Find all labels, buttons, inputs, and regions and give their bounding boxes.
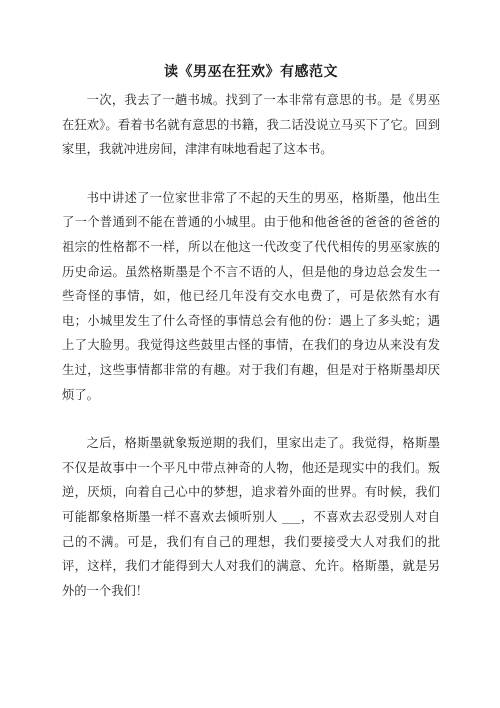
document-title: 读《男巫在狂欢》有感范文 [164,64,338,80]
paragraph-spacer [62,407,440,431]
paragraph-1: 一次，我去了一趟书城。找到了一本非常有意思的书。是《男巫在狂欢》。看着书名就有意思的书籍，我二话没说立马买下了它。回到家里，我就冲进房间，津津有味地看起了这本书。 [62,93,440,157]
paragraph-2: 书中讲述了一位家世非常了不起的天生的男巫，格斯墨，他出生了一个普通到不能在普通的小城里。由于他和他爸爸的爸爸的爸爸的祖宗的性格都不一样，所以在他这一代改变了代代相传的男巫家族的历史命运。虽然格斯墨是个不言不语的人，但是他的身边总会发生一些奇怪的事情，如，他已经几年没有交水电费了，可是依然有水有电；小城里发生了什么奇怪的事情总会有他的份：遇上了多头蛇；遇上了大脸男。我觉得这些鼓里古怪的事情，在我们的身边从来没有发生过，这些事情都非常的有趣。对于我们有趣，但是对于格斯墨却厌烦了。 [62,190,440,402]
paragraph-3: 之后，格斯墨就象叛逆期的我们，里家出走了。我觉得，格斯墨不仅是故事中一个平凡中带点神奇的人物，他还是现实中的我们。叛逆，厌烦，向着自己心中的梦想，追求着外面的世界。有时候，我们可能都象格斯墨一样不喜欢去倾听别人 ___，不喜欢去忍受别人对自己的不满。可是，我们有自己的理想，我们要接受大人对我们的批评，这样，我们才能得到大人对我们的满意、允许。格斯墨，就是另外的一个我们！ [62,436,440,598]
document-page [62,62,440,603]
paragraph-spacer [62,162,440,186]
